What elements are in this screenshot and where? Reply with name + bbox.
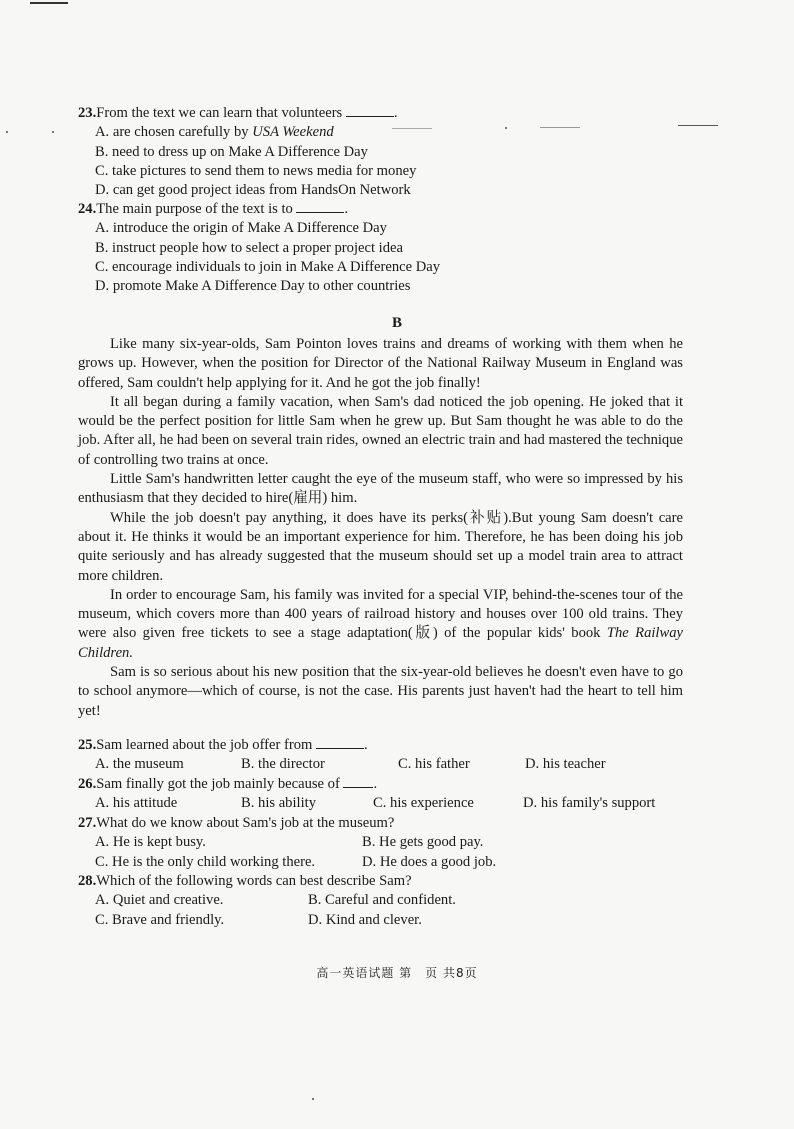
option-label: B. <box>95 143 113 160</box>
answer-blank <box>316 736 364 749</box>
option-c[interactable] <box>78 162 688 181</box>
option-text: can get good project ideas from HandsOn Network <box>112 182 411 199</box>
option-a[interactable] <box>78 123 688 142</box>
option-label: A. <box>95 124 113 141</box>
answer-blank <box>346 104 394 117</box>
option-text: need to dress up on Make A Difference Day <box>112 143 368 160</box>
answer-blank <box>343 775 373 788</box>
option-b[interactable]: B. the director <box>241 756 325 773</box>
options-row <box>78 794 688 813</box>
option-label: C. <box>95 258 113 275</box>
options-row <box>78 755 688 774</box>
stem-end: . <box>393 105 398 121</box>
stem-text: Sam finally got the job mainly because of <box>96 776 340 792</box>
question-stem <box>78 736 688 755</box>
question-number: 23. <box>78 105 97 121</box>
question-23 <box>78 104 688 200</box>
option-a[interactable]: A. the museum <box>95 756 184 773</box>
paragraph-4: While the job doesn't pay anything, it does have its perks(补贴).But young Sam doesn't care about it. He thinks it would be an important experience for him. Therefore, he has been doing his job quite seriously and has already suggested that the museum should set up a model train area to attract more children. <box>78 509 683 584</box>
option-text: introduce the origin of Make A Difference Day <box>112 220 387 237</box>
paragraph-3: Little Sam's handwritten letter caught the eye of the museum staff, who were so impressed by his enthusiasm that they decided to hire(雇用) him. <box>78 471 683 507</box>
option-a[interactable] <box>78 219 688 238</box>
paragraph-6: Sam is so serious about his new position that the six-year-old believes he doesn't even have to go to school anymore—which of course, is not the case. His parents just haven't had the heart to tell him yet! <box>78 664 683 719</box>
question-stem <box>78 814 688 833</box>
paragraph-text: In order to encourage Sam, his family was invited for a special VIP, behind-the-scenes tour of the museum, which covers more than 400 years of railroad history and houses over 100 old trains. They were also given free tickets to see a stage adaptation(版) of the popular kids' book <box>78 586 683 642</box>
question-number: 26. <box>78 776 97 792</box>
option-d[interactable] <box>78 181 688 200</box>
options-row <box>78 891 688 910</box>
option-c[interactable]: C. his father <box>398 756 470 773</box>
options-row <box>78 833 688 852</box>
stem-end: . <box>373 776 378 792</box>
question-number: 25. <box>78 737 97 753</box>
question-25 <box>78 736 688 775</box>
option-label: C. <box>95 162 113 179</box>
option-label: D. <box>95 182 113 199</box>
stem-text: Which of the following words can best describe Sam? <box>96 873 412 889</box>
page-footer: 高一英语试题 第 页 共8页 <box>316 966 478 980</box>
option-a[interactable]: A. Quiet and creative. <box>95 892 224 909</box>
option-b[interactable]: B. his ability <box>241 795 316 812</box>
question-27 <box>78 814 688 872</box>
option-d[interactable]: D. his family's support <box>523 795 656 812</box>
question-number: 28. <box>78 873 97 889</box>
options-row <box>78 853 688 872</box>
option-d[interactable]: D. He does a good job. <box>362 853 497 870</box>
answer-blank <box>296 200 344 213</box>
stem-end: . <box>364 737 368 753</box>
question-stem <box>78 775 688 794</box>
question-stem <box>78 104 688 123</box>
stem-text: Sam learned about the job offer from <box>96 737 313 753</box>
option-b[interactable]: B. Careful and confident. <box>308 892 456 909</box>
stem-text: From the text we can learn that volunteers <box>96 105 343 121</box>
paragraph-2: It all began during a family vacation, when Sam's dad noticed the job opening. He joked that it would be the perfect position for little Sam when he grew up. But Sam thought he was able to do the job. After all, he had been on several train rides, owned an electric train and had mastered the technique of controlling two trains at once. <box>78 393 683 468</box>
question-26 <box>78 775 688 814</box>
option-a[interactable]: A. his attitude <box>95 795 178 812</box>
option-label: D. <box>95 278 113 295</box>
option-c[interactable]: C. his experience <box>373 795 474 812</box>
stem-text: The main purpose of the text is to <box>96 201 293 217</box>
question-28 <box>78 872 688 930</box>
option-c[interactable]: C. He is the only child working there. <box>95 853 316 870</box>
option-text: instruct people how to select a proper project idea <box>112 239 403 256</box>
option-c[interactable]: C. Brave and friendly. <box>95 911 225 928</box>
option-label: B. <box>95 239 113 256</box>
option-text: encourage individuals to join in Make A Difference Day <box>112 258 441 275</box>
question-number: 27. <box>78 815 97 831</box>
option-b[interactable] <box>78 239 688 258</box>
scan-dot <box>6 131 8 133</box>
option-b[interactable] <box>78 143 688 162</box>
scan-dot <box>312 1098 314 1100</box>
option-italic-text: USA Weekend <box>252 124 334 141</box>
option-a[interactable]: A. He is kept busy. <box>95 834 206 851</box>
option-c[interactable] <box>78 258 688 277</box>
option-d[interactable]: D. Kind and clever. <box>308 911 422 928</box>
option-b[interactable]: B. He gets good pay. <box>362 834 484 851</box>
question-stem <box>78 872 688 891</box>
book-title: The Railway Children. <box>78 625 683 661</box>
stem-end: . <box>344 201 349 217</box>
question-number: 24. <box>78 201 97 217</box>
option-text: promote Make A Difference Day to other countries <box>112 278 411 295</box>
option-text: take pictures to send them to news media for money <box>112 162 417 179</box>
options-row <box>78 911 688 930</box>
question-stem <box>78 200 688 219</box>
option-text: are chosen carefully by <box>112 124 253 141</box>
scan-mark <box>30 2 68 4</box>
stem-text: What do we know about Sam's job at the museum? <box>96 815 395 831</box>
option-d[interactable] <box>78 277 688 296</box>
paragraph-5 <box>78 586 683 663</box>
question-24 <box>78 200 688 296</box>
section-title: B <box>391 315 402 331</box>
reading-passage <box>78 335 683 721</box>
option-label: A. <box>95 220 113 237</box>
option-d[interactable]: D. his teacher <box>525 756 606 773</box>
scan-dot <box>52 131 54 133</box>
paragraph-1: Like many six-year-olds, Sam Pointon loves trains and dreams of working with them when he grows up. However, when the position for Director of the National Railway Museum in England was offered, Sam couldn't help applying for it. And he got the job finally! <box>78 336 683 391</box>
